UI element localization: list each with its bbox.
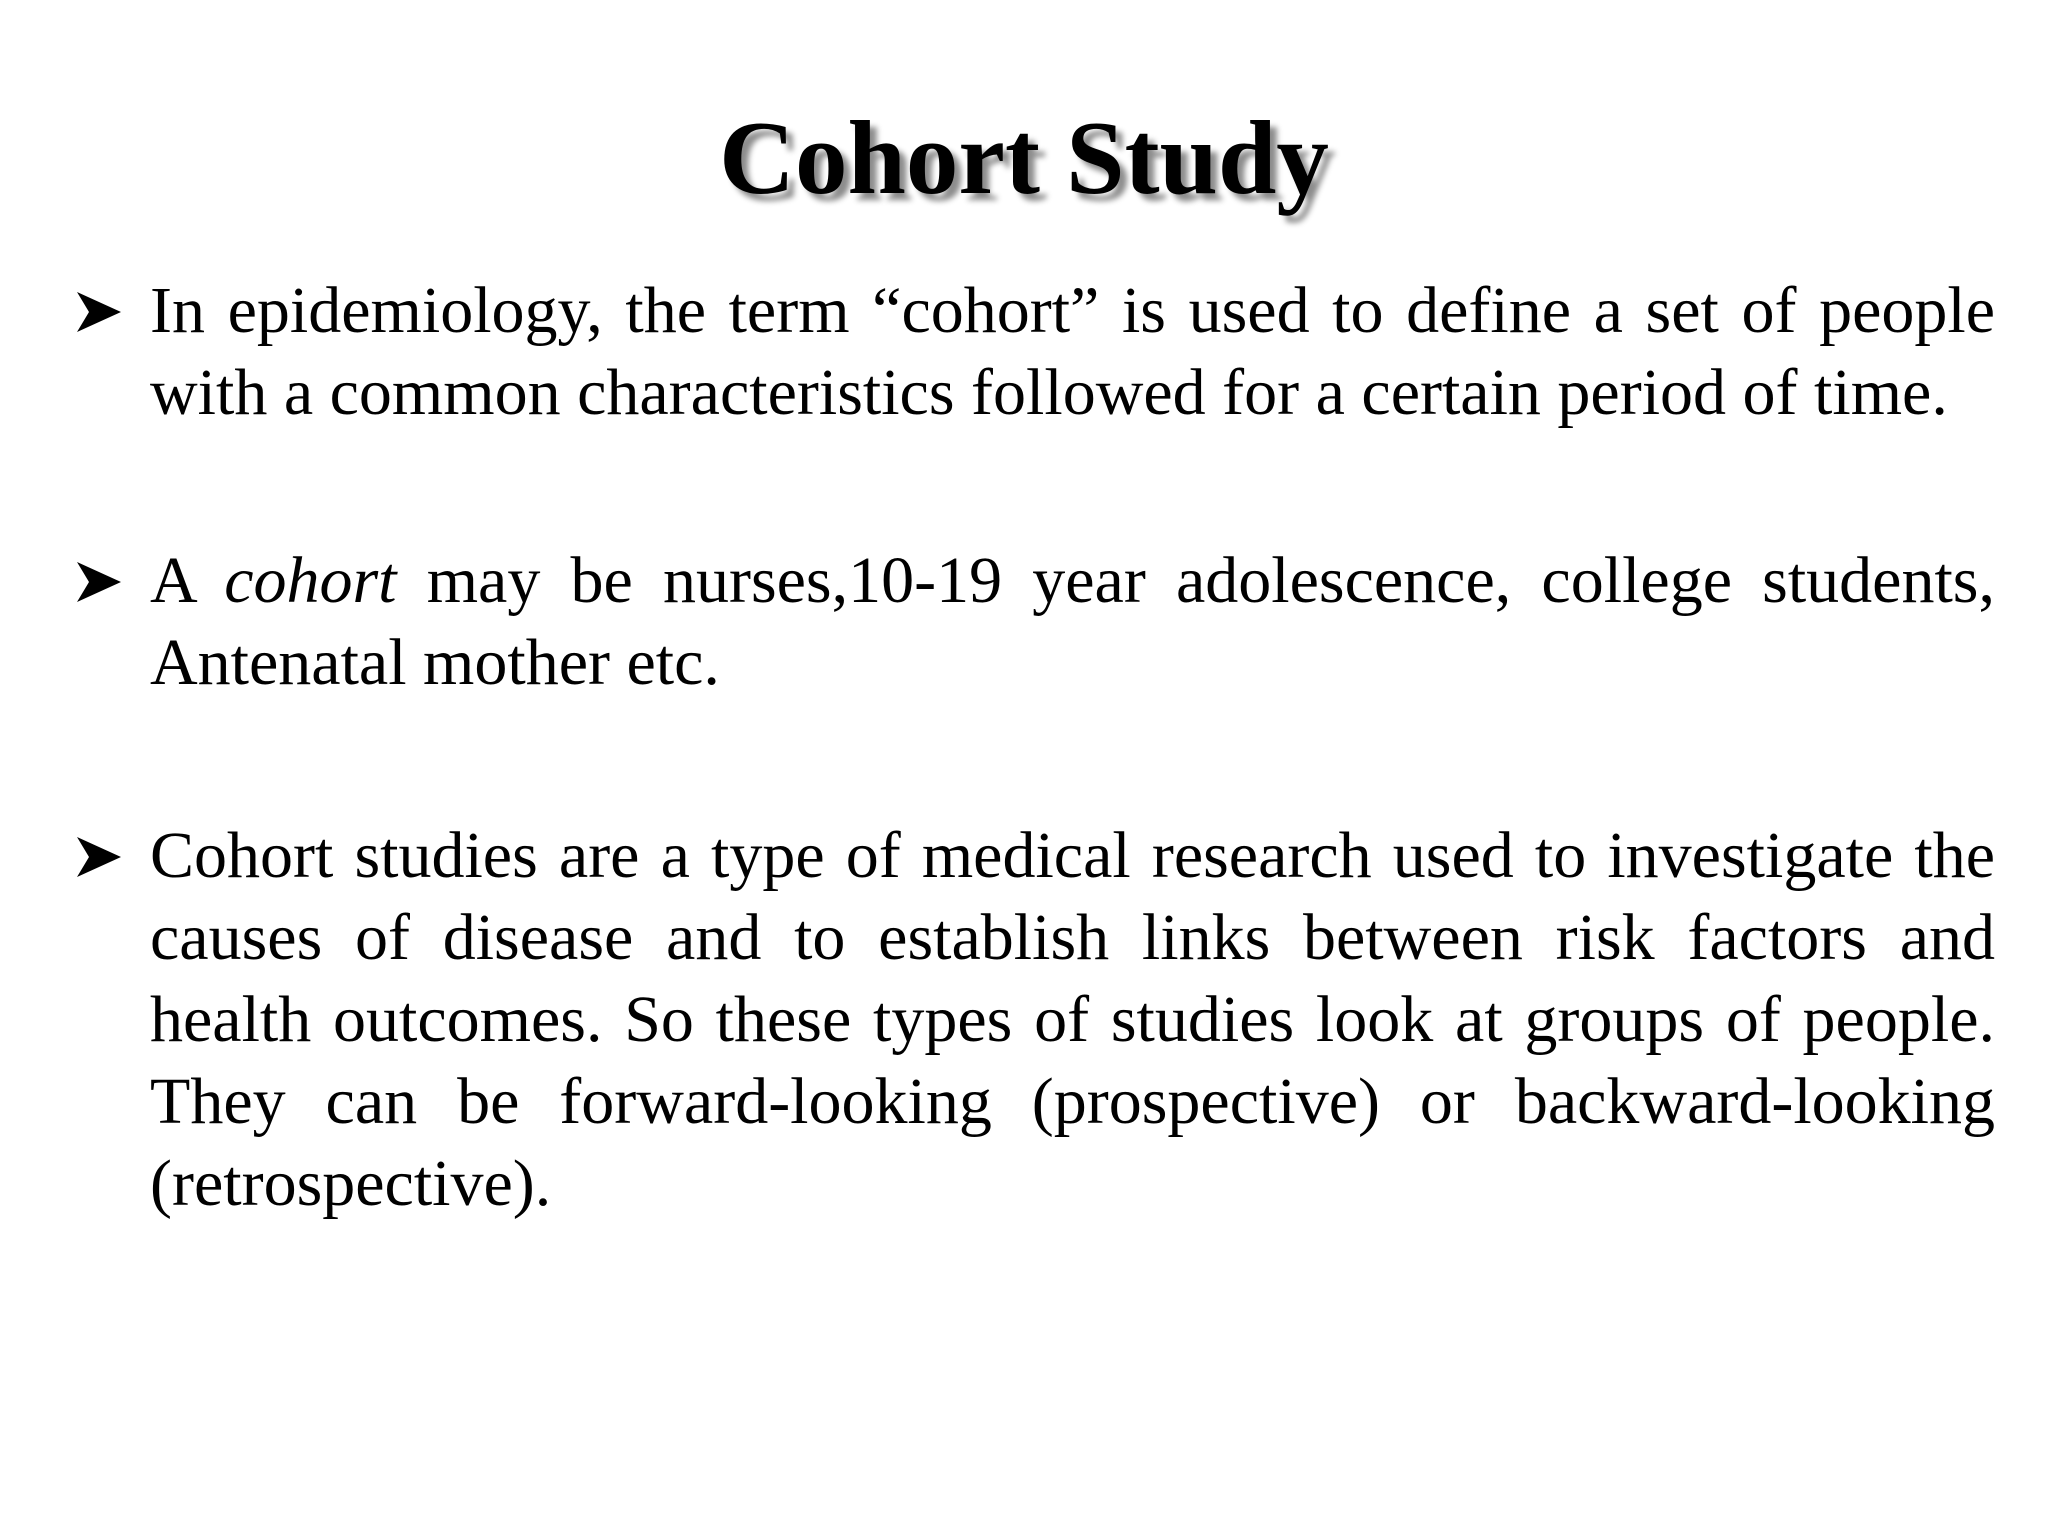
bullet-text-italic: cohort (224, 544, 397, 617)
bullet-text-suffix: may be nurses,10-19 year adolescence, college students, Antenatal mother etc. (150, 544, 1995, 699)
slide-title: Cohort Study (719, 99, 1329, 216)
arrowhead-bullet-icon (75, 835, 123, 879)
bullet-text: Cohort studies are a type of medical research used to investigate the causes of disease and to establish links between risk factors and health outcomes. So these types of studies look at groups of people. They can be forward-looking (prospective) or backward-looking (retrospective). (150, 819, 1995, 1220)
bullet-text (150, 540, 1995, 704)
bullet-text-prefix: A (150, 544, 225, 617)
arrowhead-bullet-icon (75, 290, 123, 334)
arrowhead-bullet-icon (75, 560, 123, 604)
bullet-text: In epidemiology, the term “cohort” is used to define a set of people with a common characteristics followed for a certain period of time. (150, 274, 1995, 429)
